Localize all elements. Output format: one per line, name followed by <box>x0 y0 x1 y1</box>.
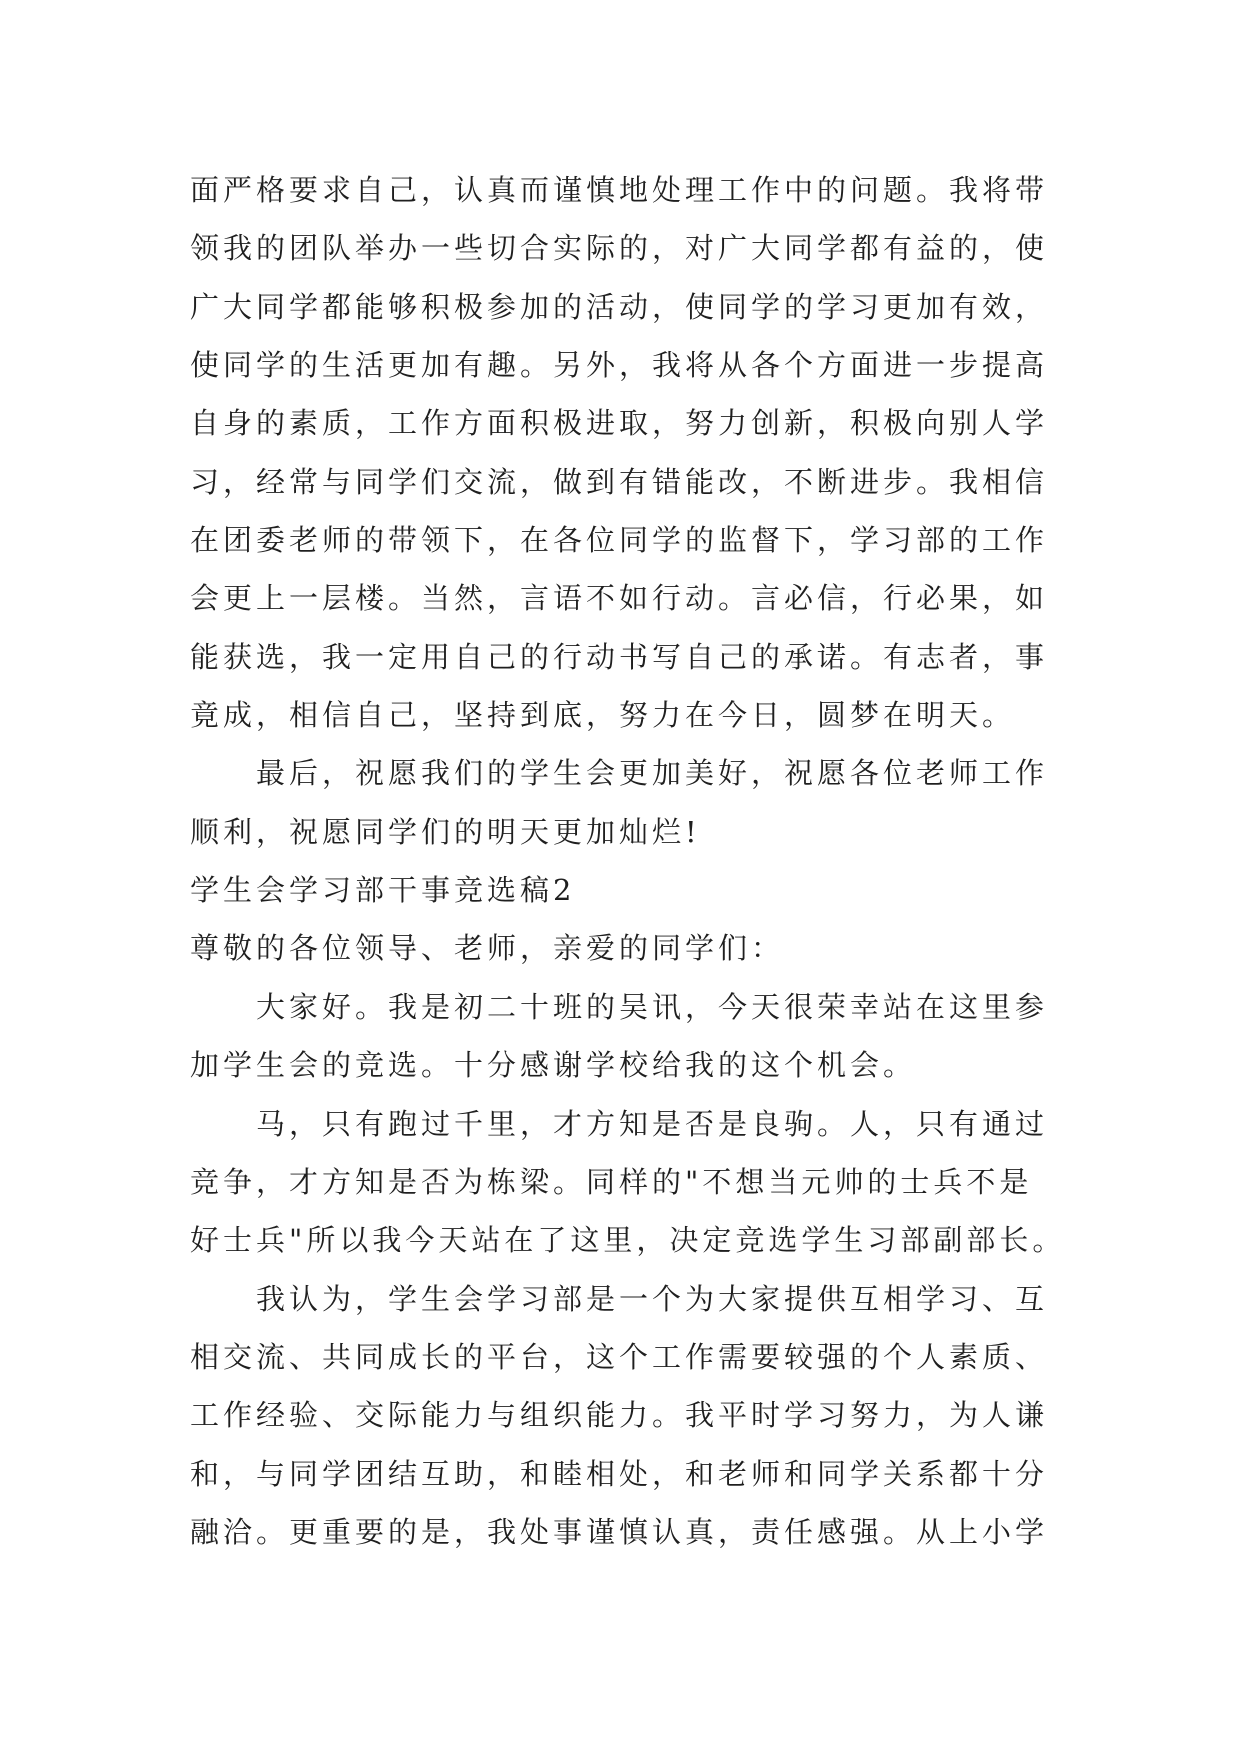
paragraph <box>190 161 1110 744</box>
text-line: 相交流、共同成长的平台，这个工作需要较强的个人素质、 <box>190 1339 1049 1374</box>
text-line: 马，只有跑过千里，才方知是否是良驹。人，只有通过 <box>256 1106 1049 1141</box>
text-line: 会更上一层楼。当然，言语不如行动。言必信，行必果，如 <box>190 581 1049 616</box>
paragraph <box>190 1095 1110 1270</box>
text-line: 领我的团队举办一些切合实际的，对广大同学都有益的，使 <box>190 231 1049 266</box>
text-line: 能获选，我一定用自己的行动书写自己的承诺。有志者，事 <box>190 639 1049 674</box>
text-line: 广大同学都能够积极参加的活动，使同学的学习更加有效， <box>190 289 1049 324</box>
text-line: 工作经验、交际能力与组织能力。我平时学习努力，为人谦 <box>190 1398 1049 1433</box>
text-line: 在团委老师的带领下，在各位同学的监督下，学习部的工作 <box>190 523 1049 558</box>
paragraph <box>190 1270 1110 1562</box>
text-line: 自身的素质，工作方面积极进取，努力创新，积极向别人学 <box>190 406 1049 441</box>
text-line: 使同学的生活更加有趣。另外，我将从各个方面进一步提高 <box>190 348 1049 383</box>
text-line: 融洽。更重要的是，我处事谨慎认真，责任感强。从上小学 <box>190 1514 1049 1549</box>
text-line: 和，与同学团结互助，和睦相处，和老师和同学关系都十分 <box>190 1456 1049 1491</box>
section-title: 学生会学习部干事竞选稿2 <box>190 873 576 908</box>
text-line: 习，经常与同学们交流，做到有错能改，不断进步。我相信 <box>190 464 1049 499</box>
text-line: 大家好。我是初二十班的吴讯，今天很荣幸站在这里参 <box>256 989 1049 1024</box>
text-line: 好士兵"所以我今天站在了这里，决定竞选学生习部副部长。 <box>190 1223 1066 1258</box>
text-line: 我认为，学生会学习部是一个为大家提供互相学习、互 <box>256 1281 1049 1316</box>
document-body <box>190 161 1110 1561</box>
text-line: 面严格要求自己，认真而谨慎地处理工作中的问题。我将带 <box>190 173 1049 207</box>
salutation: 尊敬的各位领导、老师，亲爱的同学们： <box>190 931 785 966</box>
text-line: 加学生会的竞选。十分感谢学校给我的这个机会。 <box>190 1048 917 1083</box>
paragraph <box>190 978 1110 1095</box>
paragraph <box>190 744 1110 861</box>
text-line: 顺利，祝愿同学们的明天更加灿烂! <box>190 814 701 849</box>
text-line: 竟成，相信自己，坚持到底，努力在今日，圆梦在明天。 <box>190 698 1016 733</box>
text-line: 竞争，才方知是否为栋梁。同样的"不想当元帅的士兵不是 <box>190 1164 1033 1199</box>
text-line: 最后，祝愿我们的学生会更加美好，祝愿各位老师工作 <box>256 756 1049 791</box>
